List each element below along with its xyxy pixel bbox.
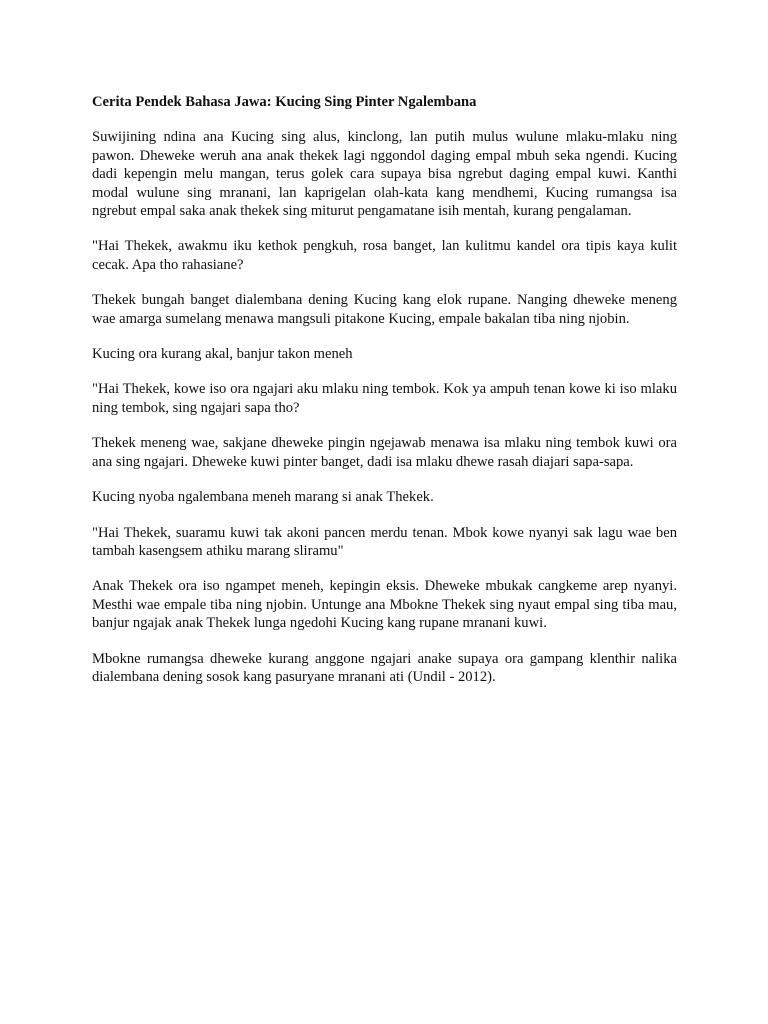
paragraph-6: Thekek meneng wae, sakjane dheweke pingin ngejawab menawa isa mlaku ning tembok kuwi ora ana sing ngajari. Dheweke kuwi pinter banget, dadi isa mlaku dhewe rasah diajari sapa-sapa. [92,435,677,470]
paragraph-3: Thekek bungah banget dialembana dening Kucing kang elok rupane. Nanging dheweke meneng wae amarga sumelang menawa mangsuli pitakone Kucing, empale bakalan tiba ning njobin. [92,292,677,327]
document-title: Cerita Pendek Bahasa Jawa: Kucing Sing Pinter Ngalembana [92,94,477,110]
paragraph-8: "Hai Thekek, suaramu kuwi tak akoni pancen merdu tenan. Mbok kowe nyanyi sak lagu wae ben tambah kasengsem athiku marang sliramu" [92,524,677,559]
paragraph-2: "Hai Thekek, awakmu iku kethok pengkuh, rosa banget, lan kulitmu kandel ora tipis kaya kulit cecak. Apa tho rahasiane? [92,238,677,273]
paragraph-7: Kucing nyoba ngalembana meneh marang si anak Thekek. [92,489,434,506]
paragraph-9: Anak Thekek ora iso ngampet meneh, kepingin eksis. Dheweke mbukak cangkeme arep nyanyi. Mesthi wae empale tiba ning njobin. Untunge ana Mbokne Thekek sing nyaut empal sing tiba mau, banjur ngajak anak Thekek lunga ngedohi Kucing kang rupane mranani kuwi. [92,578,677,632]
paragraph-10: Mbokne rumangsa dheweke kurang anggone ngajari anake supaya ora gampang klenthir nalika dialembana dening sosok kang pasuryane mranani ati (Undil - 2012). [92,650,677,685]
paragraph-1: Suwijining ndina ana Kucing sing alus, kinclong, lan putih mulus wulune mlaku-mlaku ning pawon. Dheweke weruh ana anak thekek lagi nggondol daging empal mbuh seka ngendi. Kucing dadi kepengin melu mangan, terus golek cara supaya bisa ngrebut daging empal kuwi. Kanthi modal wulune sing mranani, lan kaprigelan olah-kata kang mendhemi, Kucing rumangsa isa ngrebut empal saka anak thekek sing miturut pengamatane isih mentah, kurang pengalaman. [92,129,677,220]
paragraph-5: "Hai Thekek, kowe iso ora ngajari aku mlaku ning tembok. Kok ya ampuh tenan kowe ki iso mlaku ning tembok, sing ngajari sapa tho? [92,381,677,416]
paragraph-4: Kucing ora kurang akal, banjur takon meneh [92,346,353,363]
document-page [92,93,677,703]
